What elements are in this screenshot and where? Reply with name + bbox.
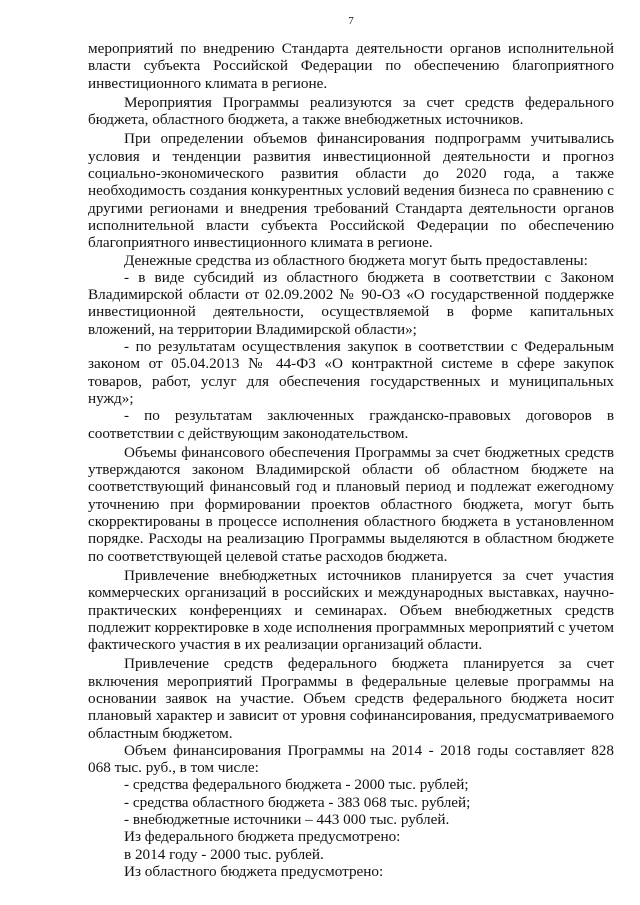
paragraph-continuation: мероприятий по внедрению Стандарта деятельности органов исполнительной власти субъекта Российской Федерации по обеспечению благоприятного инвестиционного климата в регионе. (88, 40, 614, 92)
paragraph-funding-conditions: При определении объемов финансирования подпрограмм учитывались условия и тенденции развития инвестиционной деятельности и прогноз социально-экономического развития области до 2020 года, а также необходимость создания конкурентных условий ведения бизнеса по сравнению с другими регионами и внедрения требований Стандарта деятельности органов исполнительной власти субъекта Российской Федерации по обеспечению благоприятного инвестиционного климата в регионе. (88, 130, 614, 252)
paragraph-regional-funds: Денежные средства из областного бюджета могут быть предоставлены: (124, 251, 588, 269)
paragraph-regional-provision: Из областного бюджета предусмотрено: (124, 862, 384, 880)
list-item-subsidies: - в виде субсидий из областного бюджета в соответствии с Законом Владимирской области от 02.09.2002 № 90-ОЗ «О государственной поддержке инвестиционной деятельности, осуществляемой в форме капитальных вложений, на территории Владимирской области»; (88, 268, 614, 338)
document-body (88, 40, 614, 880)
paragraph-federal-provision: Из федерального бюджета предусмотрено: (124, 828, 401, 846)
list-item-extra-budgetary: - внебюджетные источники – 443 000 тыс. рублей. (124, 811, 450, 829)
paragraph-extra-budgetary: Привлечение внебюджетных источников планируется за счет участия коммерческих организаций в российских и международных выставках, научно-практических конференциях и семинарах. Объем внебюджетных средств подлежит корректировке в ходе исполнения программных мероприятий с учетом фактического участия в их реализации организаций области. (88, 566, 614, 654)
list-item-contracts: - по результатам заключенных гражданско-правовых договоров в соответствии с действующим законодательством. (88, 407, 614, 442)
paragraph-total-funding: Объем финансирования Программы на 2014 - 2018 годы составляет 828 068 тыс. руб., в том числе: (88, 741, 614, 777)
page-number: 7 (348, 15, 354, 27)
paragraph-year-2014: в 2014 году - 2000 тыс. рублей. (124, 845, 324, 863)
paragraph-federal-funds: Привлечение средств федерального бюджета планируется за счет включения мероприятий Программы в федеральные целевые программы на основании заявок на участие. Объем средств федерального бюджета носит плановый характер и зависит от уровня софинансирования, предусматриваемого областным бюджетом. (88, 655, 614, 742)
list-item-procurement: - по результатам осуществления закупок в соответствии с Федеральным законом от 05.04.2013 № 44-ФЗ «О контрактной системе в сфере закупок товаров, работ, услуг для обеспечения государственных и муниципальных нужд»; (88, 338, 614, 407)
paragraph-funding-sources: Мероприятия Программы реализуются за счет средств федерального бюджета, областного бюджета, а также внебюджетных источников. (88, 93, 614, 129)
paragraph-budget-approval: Объемы финансового обеспечения Программы за счет бюджетных средств утверждаются законом Владимирской области об областном бюджете на соответствующий финансовый год и плановый период и подлежат ежегодному уточнению при формировании проектов областного бюджета, могут быть скорректированы в процессе исполнения областного бюджета в установленном порядке. Расходы на реализацию Программы выделяются в областном бюджете по соответствующей целевой статье расходов бюджета. (88, 443, 614, 565)
list-item-regional-budget: - средства областного бюджета - 383 068 тыс. рублей; (124, 793, 471, 811)
list-item-federal-budget: - средства федерального бюджета - 2000 тыс. рублей; (124, 776, 469, 794)
